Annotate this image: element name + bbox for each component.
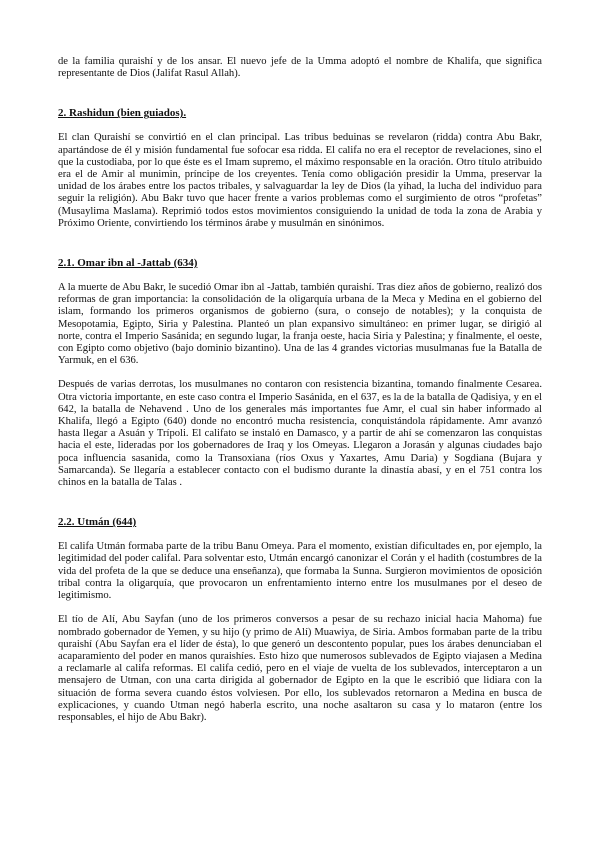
paragraph-omar-2: Después de varias derrotas, los musulmanes no contaron con resistencia bizantina, tomando finalmente Cesarea. Otra victoria importante, en este caso contra el Imperio Sasánida, en el 637, es la de la batalla de Qadisiya, y en el 642, la batalla de Nehavend . Uno de los generales más importantes fue Amr, el cual sin haber informado al Khalifa, llegó a Egipto (640) donde no encontró mucha resistencia, conquistándola rápidamente. Amr avanzó hasta llegar a Asuán y Trípoli. El califato se instaló en Damasco, y a partir de ahí se comenzaron las conquistas hacia el este, lideradas por los gobernadores de Iraq y los Omeyas. Llegaron a Jorasán y algunas ciudades bajo poca influencia sasanida, como la Transoxiana (ríos Oxus y Yaxartes, Amu Daria) y Sogdiana (Bujara y Samarcanda). Se llegaría a establecer contacto con el budismo durante la dinastía abasí, y en el 751 contra los chinos en la batalla de Talas .	[58, 379, 542, 489]
intro-paragraph: de la familia quraishí y de los ansar. El nuevo jefe de la Umma adoptó el nombre de Khalifa, que significa representante de Dios (Jalifat Rasul Allah).	[58, 56, 542, 80]
paragraph-utman-1: El califa Utmán formaba parte de la tribu Banu Omeya. Para el momento, existían dificultades en, por ejemplo, la legitimidad del poder califal. Para solventar esto, Utmán encargó canonizar el Corán y el hadith (costumbres de la vida del profeta de la que se deduce una enseñanza), que formaba la Sunna. Surgieron movimientos de oposición tribal contra la oligarquía, que provocaron un enfrentamiento interno entre los musulmanes por el deseo de legitimismo.	[58, 541, 542, 602]
paragraph-rashidun: El clan Quraishí se convirtió en el clan principal. Las tribus beduinas se revelaron (ridda) contra Abu Bakr, apartándose de él y misión fundamental fue sofocar esa ridda. El califa no era el receptor de revelaciones, sino el que la custodiaba, por lo que éste es el Imam supremo, el máximo responsable en la oración. Otro título atribuido era el de Amir al munimin, príncipe de los creyentes. Tenía como obligación presidir la Umma, preservar la unidad de los árabes entre los pactos tribales, y salvaguardar la ley de Dios (la yihad, la lucha del individuo para seguir la religión). Abu Bakr tuvo que hacer frente a varios problemas como el surgimiento de otros “profetas” (Musaylima Maslama). Reprimió todos estos movimientos consiguiendo la unidad de toda la zona de Arabia y Próximo Oriente, convirtiendo los términos árabe y musulmán en sinónimos.	[58, 132, 542, 229]
document-page	[58, 56, 542, 724]
section-heading-rashidun: 2. Rashidun (bien guiados).	[58, 107, 187, 120]
section-heading-omar: 2.1. Omar ibn al -Jattab (634)	[58, 257, 198, 270]
paragraph-omar-1: A la muerte de Abu Bakr, le sucedió Omar ibn al -Jattab, también quraishí. Tras diez años de gobierno, realizó dos reformas de gran importancia: la consolidación de la oligarquía urbana de la Meca y Medina en el gobierno del islam, formando los primeros organismos de gobierno (sura, o consejo de notables); y la conquista de Mesopotamia, Egipto, Siria y Palestina. Planteó un plan expansivo simultáneo: en primer lugar, se dirigió al norte, contra el Imperio Sasánida; en segundo lugar, la franja oeste, hacia Siria y Palestina; y finalmente, el oeste, con Egipto como objetivo (bajo dominio bizantino). Una de las 4 grandes victorias musulmanas fue la Batalla de Yarmuk, en el 636.	[58, 282, 542, 367]
paragraph-utman-2: El tío de Alí, Abu Sayfan (uno de los primeros conversos a pesar de su rechazo inicial hacia Mahoma) fue nombrado gobernador de Yemen, y su hijo (y primo de Alí) Muawiya, de Siria. Ambos formaban parte de la tribu quraishí (Abu Sayfan era el líder de ésta), lo que generó un descontento popular, pues los árabes denunciaban el acaparamiento del poder en manos quraishíes. Esto hizo que numerosos sublevados de Egipto viajasen a Medina a reclamarle al califa reformas. El califa cedió, pero en el viaje de vuelta de los sublevados, interceptaron a un mensajero de Utman, con una carta dirigida al gobernador de Egipto en la que le escribió que lidiara con la situación de forma severa cuando éstos volviesen. Por ello, los sublevados retornaron a Medina en busca de explicaciones, y cuando Utman negó haberla escrito, una noche asaltaron su casa y lo mataron (entre los responsables, el hijo de Abu Bakr).	[58, 614, 542, 723]
section-heading-utman: 2.2. Utmán (644)	[58, 516, 137, 529]
